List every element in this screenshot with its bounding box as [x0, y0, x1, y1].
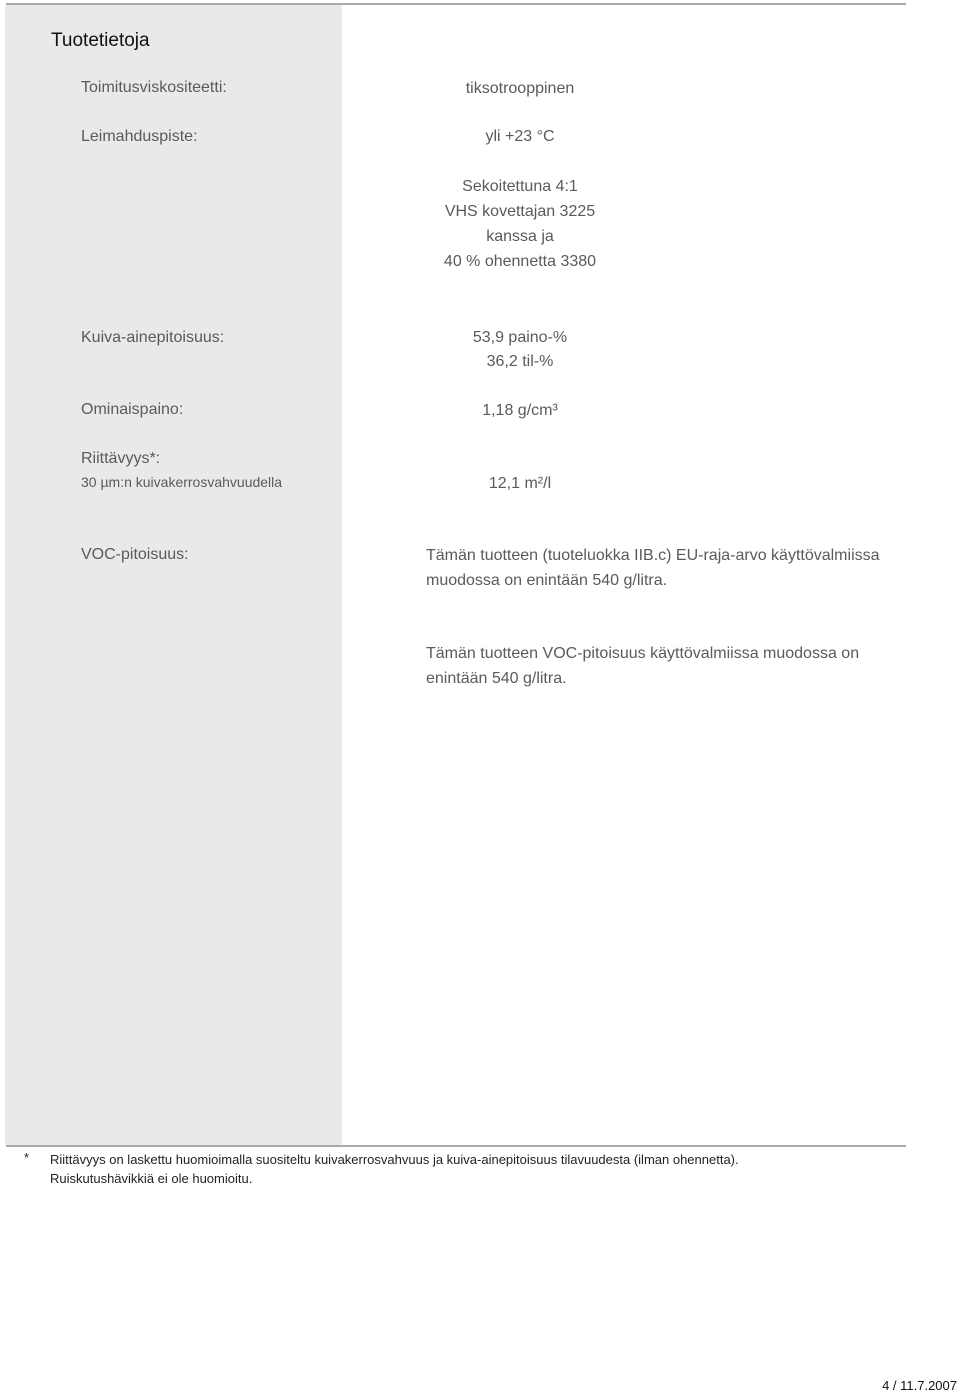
coverage-sublabel: 30 µm:n kuivakerrosvahvuudella — [81, 474, 283, 490]
section-title: Tuotetietoja — [51, 30, 150, 51]
voc-label: VOC-pitoisuus: — [81, 546, 189, 563]
density-value: 1,18 g/cm³ — [482, 402, 558, 419]
mixing-line: 40 % ohennetta 3380 — [443, 253, 597, 270]
label-column-background — [5, 5, 342, 1145]
footnote-divider — [6, 1145, 906, 1147]
voc-content-text: Tämän tuotteen VOC-pitoisuus käyttövalmiissa muodossa on enintään 540 g/litra. — [426, 645, 860, 687]
mixing-line: kanssa ja — [486, 228, 554, 245]
solids-value-weight: 53,9 paino-% — [472, 329, 568, 346]
coverage-value: 12,1 m²/l — [488, 475, 552, 492]
voc-eu-limit-text: Tämän tuotteen (tuoteluokka IIB.c) EU-raja-arvo käyttövalmiissa muodossa on enintään 540 g/litra. — [426, 547, 880, 589]
footnote-text: Ruiskutushävikkiä ei ole huomioitu. — [50, 1171, 253, 1186]
viscosity-value: tiksotrooppinen — [465, 80, 575, 97]
flashpoint-label: Leimahduspiste: — [81, 128, 198, 145]
solids-value-volume: 36,2 til-% — [486, 353, 554, 370]
mixing-line: Sekoitettuna 4:1 — [462, 178, 578, 195]
coverage-label: Riittävyys*: — [81, 450, 161, 467]
footnote-text: Riittävyys on laskettu huomioimalla suositeltu kuivakerrosvahvuus ja kuiva-ainepitoisuus tilavuudesta (ilman ohennetta). — [50, 1152, 739, 1167]
flashpoint-value: yli +23 °C — [485, 128, 555, 145]
density-label: Ominaispaino: — [81, 401, 184, 418]
page-number: 4 / 11.7.2007 — [882, 1378, 957, 1393]
mixing-line: VHS kovettajan 3225 — [444, 203, 596, 220]
viscosity-label: Toimitusviskositeetti: — [81, 79, 227, 96]
solids-label: Kuiva-ainepitoisuus: — [81, 329, 225, 346]
footnote — [50, 1150, 910, 1188]
footnote-marker: * — [24, 1150, 30, 1165]
